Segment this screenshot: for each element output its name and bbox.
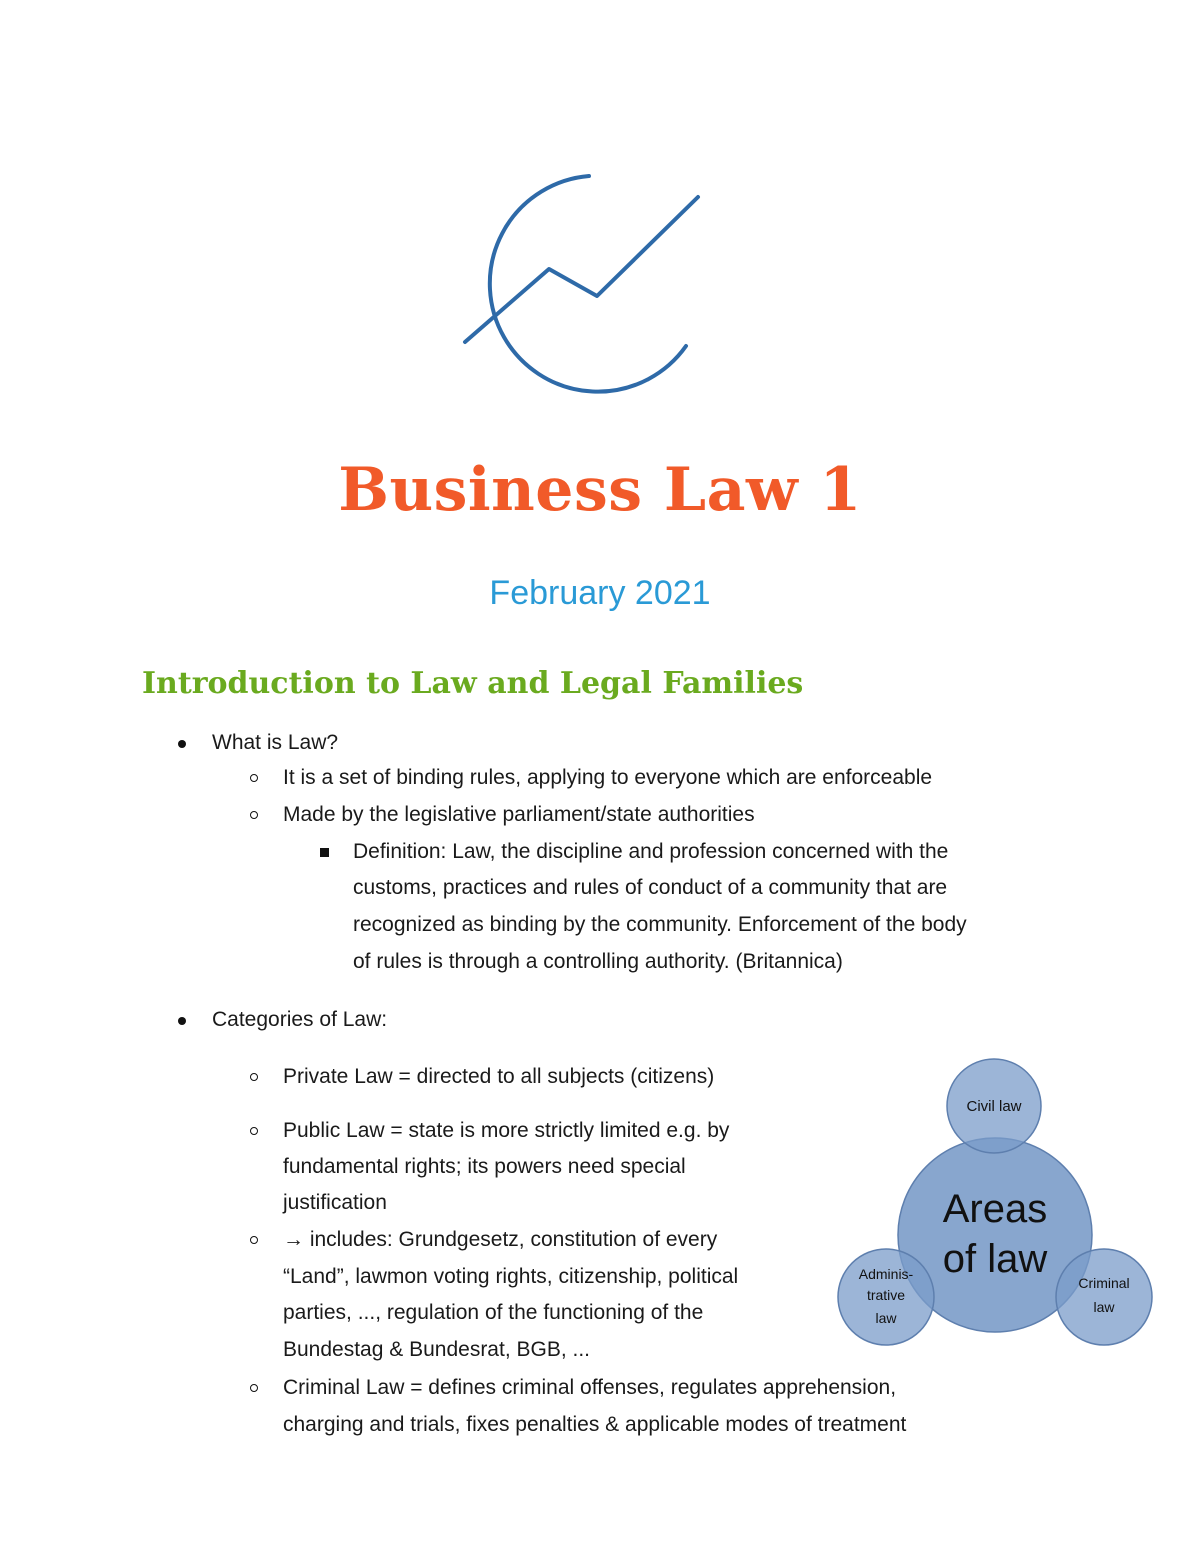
diagram-left-line-2: trative	[866, 1287, 906, 1303]
logo-icon	[455, 168, 705, 408]
document-date: February 2021	[489, 574, 711, 612]
includes-line-4: Bundestag & Bundesrat, BGB, ...	[283, 1338, 591, 1361]
diagram-right-line-1: Criminal	[1078, 1275, 1130, 1291]
areas-of-law-diagram	[830, 1050, 1160, 1355]
list-item-what-is-law: What is Law?	[212, 725, 338, 761]
public-law-line-1: Public Law = state is more strictly limited e.g. by	[283, 1113, 729, 1149]
definition-line-4: of rules is through a controlling authority. (Britannica)	[353, 950, 843, 973]
definition-line-1: Definition: Law, the discipline and profession concerned with the	[353, 834, 948, 870]
diagram-right-line-2: law	[1093, 1299, 1115, 1315]
includes-line-1: → includes: Grundgesetz, constitution of every	[283, 1222, 717, 1258]
public-law-line-2: fundamental rights; its powers need special	[283, 1155, 686, 1178]
includes-line-3: parties, ..., regulation of the functioning of the	[283, 1301, 704, 1324]
diagram-center-line-1: Areas	[942, 1187, 1048, 1231]
list-item-made-by: Made by the legislative parliament/state authorities	[283, 797, 755, 833]
includes-line-2: “Land”, lawmon voting rights, citizenship, political	[283, 1265, 739, 1288]
definition-line-2: customs, practices and rules of conduct of a community that are	[353, 876, 948, 899]
definition-line-3: recognized as binding by the community. Enforcement of the body	[353, 913, 967, 936]
diagram-left-line-1: Adminis-	[858, 1266, 914, 1282]
document-title: Business Law 1	[338, 455, 862, 525]
list-item-binding-rules: It is a set of binding rules, applying to everyone which are enforceable	[283, 760, 932, 796]
list-item-categories: Categories of Law:	[212, 1002, 387, 1038]
criminal-law-line-1: Criminal Law = defines criminal offenses, regulates apprehension,	[283, 1370, 896, 1406]
list-item-private-law: Private Law = directed to all subjects (citizens)	[283, 1059, 714, 1095]
diagram-circle-right	[1056, 1249, 1152, 1345]
section-heading: Introduction to Law and Legal Families	[142, 666, 804, 701]
diagram-top-label: Civil law	[966, 1098, 1022, 1115]
diagram-left-line-3: law	[875, 1310, 897, 1326]
criminal-law-line-2: charging and trials, fixes penalties & applicable modes of treatment	[283, 1413, 907, 1436]
public-law-line-3: justification	[283, 1191, 387, 1214]
diagram-center-line-2: of law	[942, 1237, 1048, 1281]
